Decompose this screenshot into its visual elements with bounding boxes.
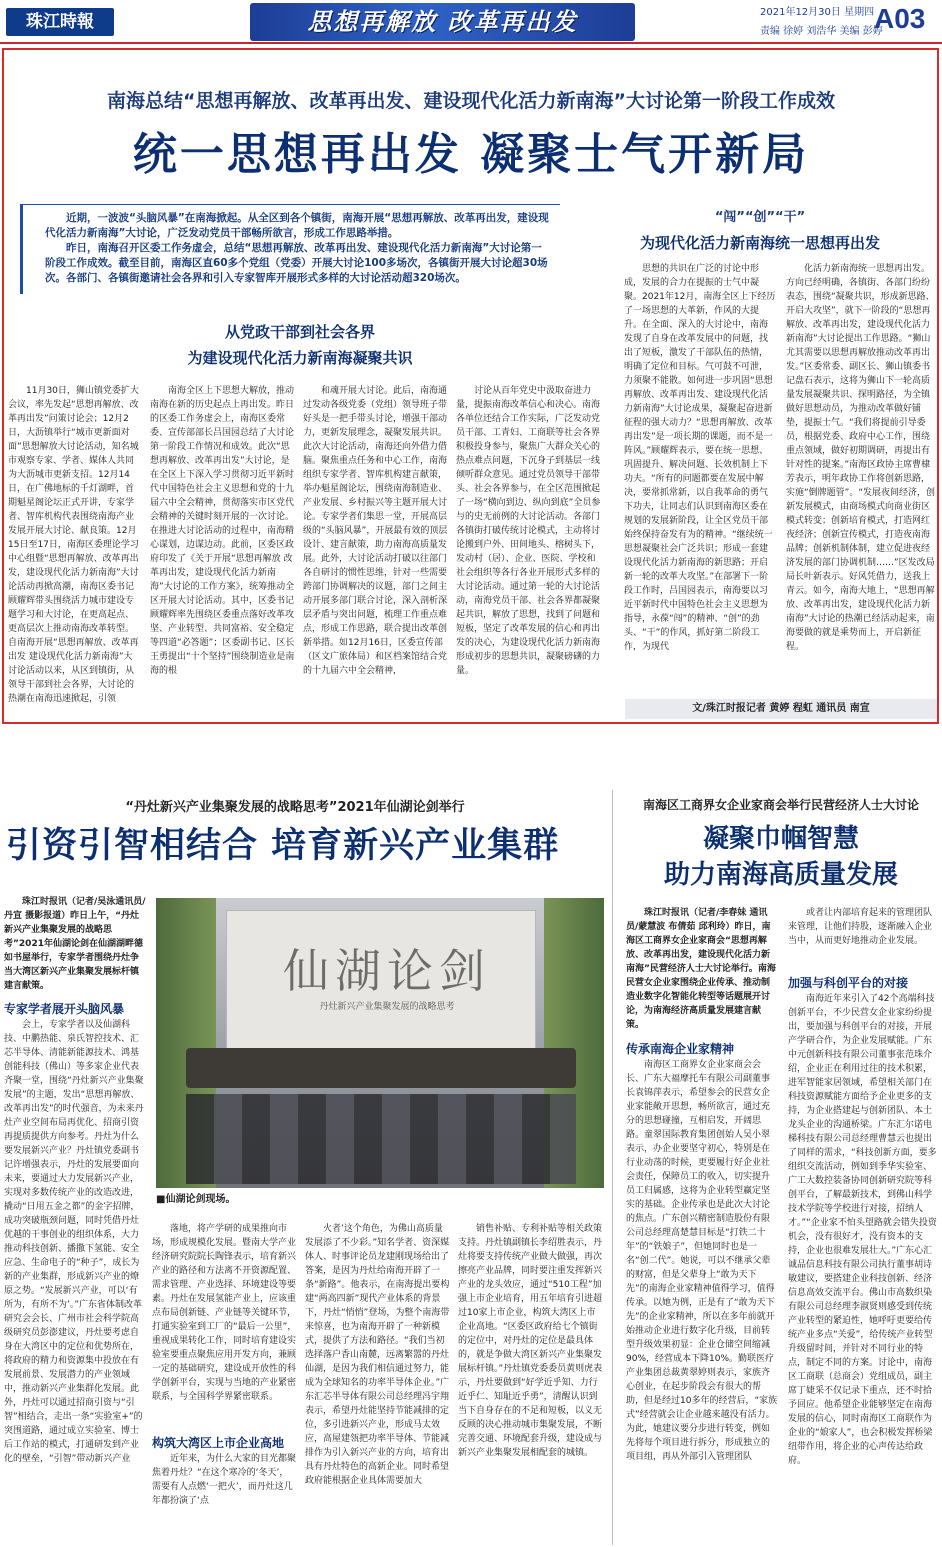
- column-text: 落地，将产学研的成果推向市场，形成规模化发展。暨南大学产业经济研究院院长陶锋表示，培育新兴产业的路径和方法离不开资源配置、需求管理、产业选择、环境建设等要素。丹灶在发展氢能产业上，应该重点布局创新链、产业链等关键环节，打通实验室到工厂的“最后一公里”，重视成果转化工作，同时培育建设实验室要重点聚焦应用开发方向，兼顾一定的基础研究，建设成开放性的科学创新平台，实现与当地的产业紧密联系，与全国科学界紧密联系。: [152, 1224, 297, 1402]
- conference-table: [186, 1048, 576, 1088]
- top-story-lead: [20, 204, 560, 294]
- article-column: [626, 1058, 778, 1544]
- article-column: [786, 262, 936, 694]
- article-column: [788, 992, 938, 1544]
- column-text: 会上，专家学者以及仙湖科技、中鹏热能、泉氏智控技术、汇芯半导体、清能新能源技术、鸿基创能科技（佛山）等多家企业代表齐聚一堂，围绕“丹灶新兴产业集聚发展”的主题，发出“思想再解放、改革再出发”的时代强音，为未来丹灶产业空间布局再优化、招商引资再提质提供方向参考。丹灶为什么要发展新兴产业？丹灶镇党委副书记许增强表示，丹灶的发展要面向未来，要通过大力发展新兴产业，实现对多数传统产业的改造改进，撬动“日用五金之都”的金字招牌，成功突破瓶颈问题，同时凭借丹灶优越的干事创业的组织体系，大力推动科技创新、播撒下氢能、安全应急、生命电子的“种子”，成长为新的产业集群，形成新兴产业的燎原之势。“发展新兴产业，可以‘有所为，有所不为’。”广东省体制改革研究会会长、广州市社会科学院高级研究员彭澎建议，丹灶要考虑自身在大湾区中的定位和优势所在，将政府的精力和资源集中投放在有发展前景、发展潜力的产业领域中，推动新兴产业集群化发展。此外，丹灶可以通过招商引资与“引智”相结合，走出一条“实验室+”的突围道路，通过成立实验室、博士后工作站的模式，打通研发到产业化的壁垒，“引智”带动新兴产业: [4, 1020, 144, 1464]
- column-text: 11月30日，狮山镇党委扩大会议，率先发起“思想再解放、改革再出发”问策讨论会；12月2日，大沥镇举行“城市更新面对面”思想解放大讨论活动，知名城市观察专家、学者、媒体人共同为大沥城市更新支招。12月14日，在广佛地标的千灯湖畔，首期魁星阁论坛正式开讲，专家学者、智库机构代表围绕南海产业发展开展大讨论、献良策。12月15日至17日，南海区委理论学习中心组暨“思想再解放、改革再出发，建设现代化活力新南海”大讨论活动再掀高潮，南海区委书记顾耀辉带头围绕活力城市建设专题学习和大讨论，在更高起点、更高层次上推动南海改革转型。自南海开展“思想再解放、改革再出发 建设现代化活力新南海”大讨论活动以来，从区到镇街，从领导干部到社会各界，大讨论的热潮在南海迅速掀起，引领: [8, 386, 139, 704]
- column-text: 思想的共识在广泛的讨论中形成，发展的合力在提振的士气中凝聚。2021年12月，南海全区上下经历了一场思想的大革新，作风的大提升。在全面、深入的大讨论中，南海发现了自身在改革发展中的问题，找出了短板，激发了干部队伍的热情，明确了定位和目标。气可鼓不可泄，力须聚不能散。如何进一步巩固“思想再解放、改革再出发、建设现代化活力新南海”大讨论成果，凝聚起奋进新征程的强大动力？“思想再解放、改革再出发”是一项长期的课题，而不是一阵风。”顾耀辉表示，要在统一思想、巩固提升、解决问题、长效机制上下功夫。“所有的问题都要在发展中解决，要常抓常新，以自我革命的勇气下功夫，让同志们认识到南海区委在规划的发展新阶段，让全区党员干部始终保持奋发有为的精神。“继续统一思想凝聚社会广泛共识；形成一套建设现代化活力新南海的新思路；开启新一轮的改革大攻坚。”在部署下一阶段工作时，吕国园表示，南海要以习近平新时代中国特色社会主义思想为指导，永葆“闯”的精神、“创”的劲头、“干”的作风，抓好第二阶段工作，为现代: [624, 264, 776, 652]
- lead-paragraph: 近期，一波波“头脑风暴”在南海掀起。从全区到各个镇街，南海开展“思想再解放、改革再出发，建设现代化活力新南海”大讨论，广泛发动党员干部畅所欲言，形成工作思路举措。: [45, 212, 549, 239]
- story2-headline: 引资引智相结合 培育新兴产业集群: [6, 826, 560, 866]
- article-column: [303, 384, 448, 696]
- column-text: 南海区工商界女企业家商会会长、广东大福摩托车有限公司副董事长袁锦萍表示，希望参会的民营女企业家能敞开思想，畅所欲言，通过充分的思想碰撞，互相启发，开阔思路。童翠国际教育集团创始人吴小翠表示，办企业要坚守初心，特别是在行业动荡的时候，更要履行好企业社会责任，保障员工的收入，切实提升员工归属感，这将为企业转型赢定坚实的基础。企业传承也是此次大讨论的焦点。广东创兴精密制造股份有限公司总经理高楚慧目标是“打铁二十年”的“铁娘子”，但她同时也是一名“创二代”。她说，可以不继承父辈的财富，但是父辈身上“敢为天下先”的南海企业家精神值得学习，值得传承。以她为例，正是有了“敢为天下先”的企业家精神，所以在多年前就开始推动企业进行数字化升级，目前转型升级效果初显：企业仓储空间缩减90%，经营成本下降10%。勤联医疗产业集团总裁黄翠婷则表示，家族齐心创业，在起步阶段会有很大的帮助，但是经过10多年的经营后，“家族式”经营就会让企业越来越没有活力。为此，她建议要分步进行转变，例如先将每个项目进行拆分，形成独立的项目组，再从外部引入管理团队: [626, 1060, 778, 1462]
- story2-section-heading: 专家学者展开头脑风暴: [4, 1002, 125, 1016]
- article-column: [152, 1452, 297, 1544]
- column-text: 南海全区上下思想大解放，推动南海在新的历史起点上再出发。昨日的区委工作务虚会上，南海区委常委、宣传部部长吕国园总结了大讨论第一阶段工作情况和成效。此次“思想再解放、改革再出发”大讨论，是在全区上下深入学习贯彻习近平新时代中国特色社会主义思想和党的十九届六中全会精神，贯彻落实市区党代会精神的关键时刻开展的一次讨论。在推进大讨论活动的过程中，南海精心谋划，边谋边动。此前，区委区政府印发了《关于开展“思想再解放 改革再出发，建设现代化活力新南海”大讨论的工作方案》，统筹推动全区开展大讨论活动。其中，区委书记顾耀辉率先围绕区委重点落好改革攻坚、产业转型、共同富裕、安全稳定等四道“必答题”；区委副书记、区长王勇提出“十个坚持”围绕制造业是南海的根: [150, 386, 295, 676]
- story2-section-heading: 构筑大湾区上市企业高地: [152, 1436, 285, 1450]
- story2-intro: [4, 895, 146, 991]
- story3-section-heading: 加强与科创平台的对接: [788, 976, 909, 990]
- article-column: [152, 1222, 297, 1402]
- top-story-subtitle: 南海总结“思想再解放、改革再出发、建设现代化活力新南海”大讨论第一阶段工作成效: [107, 90, 835, 112]
- article-column: [150, 384, 295, 696]
- article-column: [4, 1018, 146, 1544]
- column-text: 或者让内部培育起来的管理团队来管理，让他们持股，逐渐融入企业当中，从而更好地推动企业发展。: [788, 908, 933, 946]
- backdrop-subtitle: 丹灶新兴产业集聚发展的战略思考: [319, 1002, 455, 1012]
- column-text: 销售补贴、专利补贴等相关政策支持。丹灶镇副镇长李绍胜表示，丹灶将要支持传统产业做大做强，再次擦亮产业品牌，同时要注重发挥新兴产业的龙头效应，通过“510工程”加强上市企业培育，用五年培育引进超过10家上市企业，构筑大湾区上市企业高地。“区委区政府给七个镇街的定位中，对丹灶的定位是最具体的，就是争做大湾区新兴产业集聚发展标杆镇。”丹灶镇党委委员黄则虎表示，丹灶要做到“好学近乎知、力行近乎仁、知耻近乎勇”，清醒认识到当下自身存在的不足和短板，以义无反顾的决心推动城市集聚发展，不断完善交通、环境配套升级，建设成与新兴产业集聚发展相配套的城镇。: [458, 1224, 603, 1458]
- column-text: 火者’这个角色，为佛山高质量发展添了不少彩。”知名学者、资深媒体人、时事评论员龙建刚现场给出了答案，是因为丹灶给南海开辟了一条“新路”。他表示，在南海提出要构建“两高四新”现代产业体系的背景下，丹灶“悄悄”登场，为整个南海带来惊喜，也为南海开辟了一种新模式，提供了方法和路径。“我们当初选择落户香山南麓，远离繁嚣的丹灶仙湖，是因为我们相信通过努力，能成为全球知名的功率半导体企业。”广东汇芯半导体有限公司总经理冯宇翔表示，希望丹灶能坚持节能减排的定位，多引进新兴产业，形成马太效应，高屋建瓴把功率半导体、节能减排作为引入新兴产业的方向，培育出具有丹灶特色的高新企业。同时希望政府能根据企业具体需要加大: [305, 1224, 450, 1486]
- story3-subtitle: 南海区工商界女企业家商会举行民营经济人士大讨论: [642, 798, 919, 812]
- sidebar-title: 为现代化活力新南海统一思想再出发: [639, 234, 880, 252]
- lead-paragraph: 昨日，南海召开区委工作务虚会，总结“思想再解放、改革再出发、建设现代化活力新南海”大讨论第一阶段工作成效。截至目前，南海区直60多个党组（党委）开展大讨论100多场次，各镇街开展大讨论超30场次。各部门、各镇街邀请社会各界和引入专家智库开展形式多样的大讨论活动超320场次。: [45, 242, 548, 284]
- calligraphy-banner: 仙湖论剑: [283, 944, 491, 998]
- column-text: 近年来，为什么大家的目光都聚焦着丹灶？“在这个寒冷的‘冬天’，需要有人点燃‘一把火’，而丹灶这几年都扮演了‘点: [152, 1454, 297, 1506]
- mid-title: 为建设现代化活力新南海凝聚共识: [187, 349, 413, 367]
- column-text: 讨论从百年党史中汲取奋进力量，提振南海改革信心和决心。南海各单位还结合工作实际，广泛发动党员干部、工青妇、工商联等社会各界积极投身参与，聚焦广大群众关心的热点难点问题，下沉身子到基层一线倾听群众意见。通过党员领导干部带头、社会各界参与，在全区范围掀起了一场“横向到边、纵向到底”全员参与的史无前例的大讨论活动。各部门各镇街打破传统讨论模式，主动将讨论搬到户外、田间地头、榕树头下，发动村（居）、企业、医院、学校和社会组织等各行各业开展形式多样的大讨论活动。通过第一轮的大讨论活动，南海党员干部、社会各界都凝聚起共识，解放了思想，找到了问题和短板，坚定了改革发展的信心和再出发的决心，为建设现代化活力新南海形成初步的思想共识，凝聚磅礴的力量。: [456, 386, 601, 676]
- story3-section-heading: 传承南海企业家精神: [626, 1042, 735, 1056]
- article-column: [624, 262, 776, 694]
- photo-caption: ■仙湖论剑现场。: [156, 1194, 236, 1205]
- section-banner: [250, 3, 635, 41]
- article-column: [456, 384, 601, 696]
- column-text: 南海近年来引入了42个高端科技创新平台，不少民营女企业家纷纷提出，要加强与科创平台的对接，开展产学研合作，为企业发展赋能。广东中元创新科技有限公司董事张范珠介绍，企业正在利用过往的技术积累，进军智能家居领域，希望相关部门在科技资源赋能方面给予企业更多的支持，为企业搭建起与创新团队、本土龙头企业的沟通桥梁。广东汇尔诺电梯科技有限公司总经理曹慧云也提出了同样的需求，“科技创新方面，要多组织交流活动，例如到季华实验室、广工大数控装备协同创新研究院等科创平台，了解最新技术，到佛山科学技术学院等学校进行对接，招纳人才。”“企业家不怕头望路就会错失投资机会，没有很好才，没有资本的支持，企业也很难发展壮大。”广东心汇诚品信息科技有限公司执行董事胡诗敏建议，要搭建企业科技创新、经济信息高效交流平台。佛山市高数织染有限公司总经理李淑贤则感受到传统产业转型的紧迫性，她呼吁更要给传统产业多点“关爱”，给传统产业转型升级留时间，并针对不同行业的特点，制定不同的方案。讨论中，南海区工商联（总商会）党组成员，副主席丁婕采不仅记录下重点，还不时拾予回应。他希望企业能够坚定在南海发展的信心，同时南海区工商联作为企业的“娘家人”，也会积极发挥桥梁纽带作用，将企业的心声传达给政府。: [788, 994, 937, 1466]
- event-photo: [156, 898, 604, 1188]
- story2-subtitle: “丹灶新兴产业集聚发展的战略思考”2021年仙湖论剑举行: [125, 800, 465, 815]
- editor-credits: 责编 徐婷 刘浩华 美编 彭婷: [760, 26, 883, 37]
- page-number: A03: [874, 3, 926, 34]
- audience: [186, 1094, 576, 1184]
- newspaper-logo: 珠江時報: [6, 8, 114, 36]
- masthead: [0, 0, 942, 44]
- article-column: [788, 906, 938, 966]
- mid-kicker: 从党政干部到社会各界: [224, 323, 375, 341]
- story3-intro: [626, 906, 778, 1036]
- article-column: [8, 384, 140, 704]
- article-column: [305, 1222, 450, 1544]
- article-column: [458, 1222, 604, 1544]
- column-divider: [612, 790, 613, 1545]
- backdrop-wall: [226, 910, 536, 1060]
- top-story-headline: 统一思想再出发 凝聚士气开新局: [132, 129, 810, 180]
- column-text: 和魂开展大讨论。此后，南海通过发动各级党委（党组）领导班子带好头是一把手带头讨论，增强干部动力，更新发展理念，凝聚发展共识。此次大讨论活动，南海还向外借力借脑。聚焦重点任务和中心工作，南海组织专家学者、智库机构建言献策，举办魁星阁论坛，围绕南海制造业、产业发展、乡村振兴等主题开展大讨论。专家学者们集思一堂，开展高层级的“头脑风暴”，开展最有效的顶层设计、建言献策，助力南海高质量发展。此外，大讨论活动打破以往部门各自研讨的惯性思维，针对一些需要跨部门协调解决的议题，部门之间主动开展多部门联合讨论，深入剖析深层矛盾与突出问题，梳理工作重点难点，形成工作思路，联合提出改革创新举措。如12月16日，区委宣传部（区文广旅体局）和区档案馆结合党的十九届六中全会精神，: [303, 386, 448, 676]
- column-text: 化活力新南海统一思想再出发。方向已经明确，各镇街、各部门纷纷表态，围绕“凝聚共识，形成新思路、开启大攻坚”，就下一阶段的“思想再解放、改革再出发，建设现代化活力新南海”大讨论提出工作思路。“狮山尤其需要以思想再解放推动改革再出发。”区委常委、副区长、狮山镇委书记盘石表示，这将为狮山下一轮高质量发展凝聚共识、探明路径，为全镇做好思想动员，为推动改革做好铺垫，提振士气。“我们将提前引导委员，根据党委、政府中心工作，围绕重点领域，做好初期调研，再提出有针对性的提案。”南海区政协主席曹棣芳表示，明年政协工作将创新思路，实施“倒牌题管”。“发展夜间经济，创新发展模式，由商场模式向商业街区模式转变；创新培育模式，打造网红夜经济；创新宣传模式，打造夜南海品牌；创新机制体制，建立促进夜经济发展的部门协调机制……”区发改局局长叶新表示。好风凭借力，送我上青云。如今，南海大地上，“思想再解放、改革再出发，建设现代化活力新南海”大讨论的热潮已经活动起来，南海要做的就是乘势而上，开启新征程。: [786, 264, 935, 652]
- sidebar-kicker: “闯”“创”“干”: [714, 210, 806, 225]
- story3-headline-line2: 助力南海高质量发展: [663, 860, 898, 890]
- intro-text: 珠江时报讯（记者/吴泳通讯员/丹宣 摄影报道）昨日上午，“丹灶新兴产业集聚发展的战略思考”2021年仙湖论剑在仙湖湖畔德如书屋举行，专家学者围绕丹灶争当大湾区新兴产业集聚发展标杆镇建言献策。: [4, 897, 146, 991]
- story3-headline-line1: 凝聚巾帼智慧: [702, 824, 859, 854]
- intro-text: 珠江时报讯（记者/李春妹 通讯员/蒙慧波 布倩茹 邱利玲）昨日，南海区工商界女企业家商会“思想再解放、改革再出发，建设现代化活力新南海”民营经济人士大讨论举行。南海民营女企业家围绕企业传承、推动制造业数字化智能化转型等话题展开讨论，为南海经济高质量发展建言献策。: [626, 908, 776, 1030]
- issue-date: 2021年12月30日 星期四: [760, 7, 875, 18]
- byline: 文/珠江时报记者 黄婷 程虹 通讯员 南宣: [625, 699, 937, 719]
- section-banner-text: 思想再解放 改革再出发: [307, 8, 578, 36]
